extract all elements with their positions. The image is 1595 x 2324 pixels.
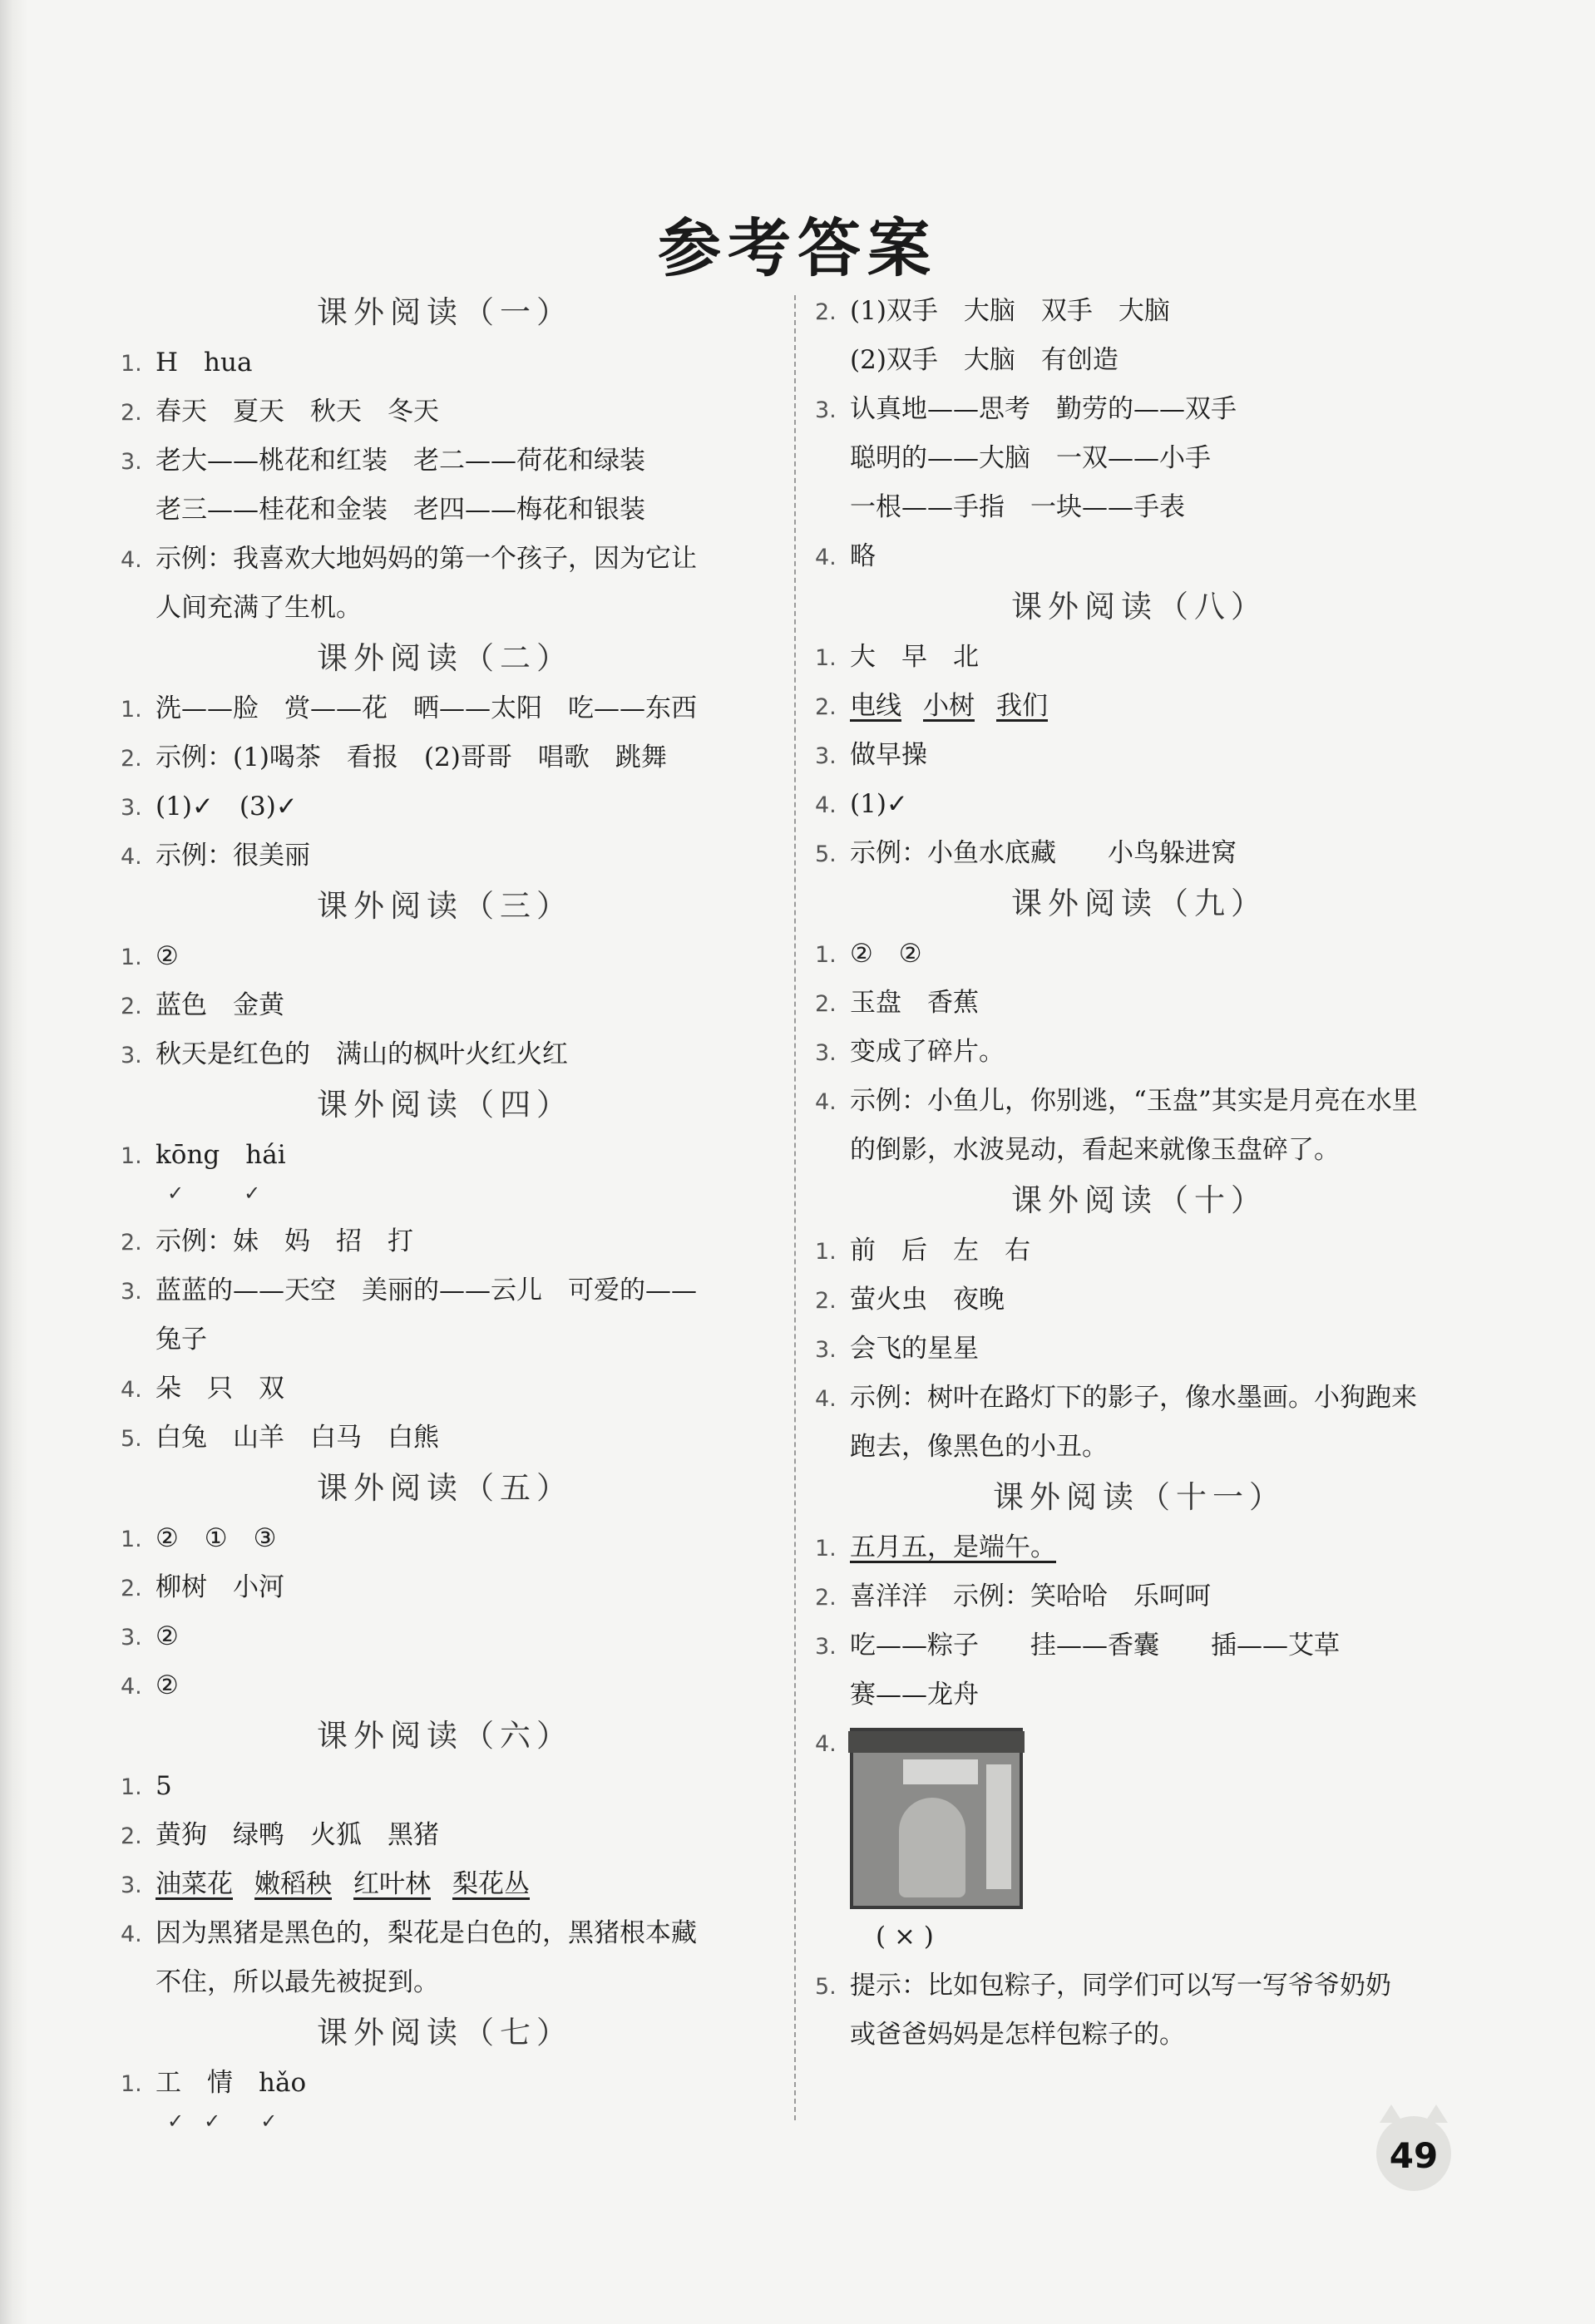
- item-number: 2.: [121, 400, 142, 426]
- answer-item: [121, 981, 769, 1030]
- answer-item: [121, 1364, 769, 1414]
- check-mark-icon: ✓ ✓ ✓: [167, 2109, 278, 2133]
- item-number: 3.: [121, 449, 142, 475]
- item-number: 1.: [815, 942, 837, 968]
- answer-text: 不住，所以最先被捉到。: [156, 1967, 439, 1997]
- answer-text: 工 情 hǎo: [156, 2068, 307, 2098]
- answer-item: [121, 831, 769, 881]
- illustration-sign: [903, 1759, 978, 1784]
- item-number: 2.: [815, 694, 837, 720]
- answer-text: 洗——脸 赏——花 晒——太阳 吃——东西: [156, 693, 697, 723]
- answer-item: [815, 287, 1464, 336]
- underlined-answer: 梨花丛: [452, 1869, 530, 1899]
- answer-text: 变成了碎片。: [850, 1037, 1005, 1067]
- answer-item: [815, 1275, 1464, 1325]
- answer-item: [815, 1423, 1464, 1472]
- answer-item: [121, 1414, 769, 1463]
- illustration-roof: [848, 1731, 1025, 1753]
- underlined-answer: 油菜花: [156, 1869, 233, 1899]
- answer-text: 因为黑猪是黑色的，梨花是白色的，黑猪根本藏: [156, 1918, 697, 1948]
- column-divider: [794, 295, 796, 2120]
- badge-ear-icon: [1425, 2104, 1448, 2123]
- item-number: 4.: [121, 1377, 142, 1403]
- answer-item: [815, 483, 1464, 532]
- item-number: 3.: [121, 1873, 142, 1898]
- item-number: 1.: [121, 351, 142, 377]
- item-number: 3.: [815, 1040, 837, 1066]
- item-number: 1.: [121, 1774, 142, 1800]
- answer-text: 白兔 山羊 白马 白熊: [156, 1423, 439, 1453]
- answer-text: 的倒影，水波晃动，看起来就像玉盘碎了。: [850, 1135, 1340, 1165]
- answer-text: 认真地——思考 勤劳的——双手: [850, 394, 1237, 424]
- answer-item: [121, 1315, 769, 1364]
- answer-item: [121, 486, 769, 535]
- item-number: 3.: [815, 743, 837, 769]
- section-heading: 课外阅读（十）: [1011, 1182, 1267, 1218]
- item-number: 4.: [121, 1674, 142, 1700]
- underlined-answer: 小树: [923, 691, 975, 721]
- answer-item: [121, 1030, 769, 1079]
- section-heading: 课外阅读（九）: [1011, 886, 1267, 921]
- answer-item: [121, 1811, 769, 1860]
- item-number: 3.: [815, 397, 837, 423]
- answer-text: 前 后 左 右: [850, 1236, 1030, 1266]
- answer-item: [815, 780, 1464, 829]
- answer-text: 做早操: [850, 740, 927, 770]
- answer-text: 聪明的——大脑 一双——小手: [850, 443, 1211, 473]
- answer-item: [121, 1661, 769, 1710]
- item-number: 3.: [815, 1337, 837, 1363]
- answer-item: [121, 1266, 769, 1315]
- item-number: 1.: [815, 645, 837, 671]
- answer-text: 一根——手指 一块——手表: [850, 492, 1185, 522]
- answer-item: [815, 1621, 1464, 1670]
- answer-item: [815, 336, 1464, 385]
- answer-item: [121, 584, 769, 633]
- check-mark-icon: ✓ ✓: [167, 1182, 261, 1205]
- item-number: 5.: [815, 1974, 837, 2000]
- answer-text: 赛——龙舟: [850, 1680, 979, 1710]
- item-number: 3.: [121, 1625, 142, 1650]
- answer-text: 示例：妹 妈 招 打: [156, 1226, 413, 1256]
- answer-text: 示例：很美丽: [156, 841, 310, 871]
- section-heading: 课外阅读（五）: [317, 1470, 573, 1506]
- item-number: 4.: [815, 1386, 837, 1412]
- answer-column-left: [121, 287, 769, 2133]
- answer-text: 提示：比如包粽子，同学们可以写一写爷爷奶奶: [850, 1971, 1391, 2001]
- answer-item: [815, 1226, 1464, 1275]
- section-heading: 课外阅读（六）: [317, 1718, 573, 1754]
- answer-item: [815, 385, 1464, 434]
- item-number: 2.: [121, 1230, 142, 1256]
- answer-text: 示例：小鱼水底藏 小鸟躲进窝: [850, 838, 1237, 868]
- answer-item: [121, 338, 769, 387]
- item-number: 3.: [121, 1043, 142, 1068]
- answer-text: 萤火虫 夜晚: [850, 1285, 1005, 1315]
- answer-item: [815, 1028, 1464, 1077]
- item-number: 5.: [815, 841, 837, 867]
- item-number: 2.: [121, 1576, 142, 1601]
- answer-item: [121, 2059, 769, 2133]
- answer-item: [121, 782, 769, 831]
- answer-item: [121, 932, 769, 981]
- answer-text: 黄狗 绿鸭 火狐 黑猪: [156, 1820, 439, 1850]
- answer-item: [121, 1612, 769, 1661]
- underlined-answer: 五月五，是端午。: [850, 1532, 1056, 1562]
- answer-item: [815, 682, 1464, 731]
- answer-text: 示例：我喜欢大地妈妈的第一个孩子，因为它让: [156, 544, 697, 574]
- answer-text: 老大——桃花和红装 老二——荷花和绿装: [156, 446, 645, 476]
- illustration-side-banner: [986, 1764, 1011, 1889]
- answer-text: 春天 夏天 秋天 冬天: [156, 397, 439, 427]
- answer-text: H hua: [156, 348, 253, 377]
- section-heading: 课外阅读（四）: [317, 1087, 573, 1123]
- section-heading: 课外阅读（七）: [317, 2015, 573, 2050]
- answer-item: [121, 733, 769, 782]
- answer-text: ( × ): [850, 1922, 934, 1951]
- answer-text: 跑去，像黑色的小丑。: [850, 1432, 1108, 1462]
- item-number: 4.: [815, 1731, 837, 1757]
- answer-text: 示例：(1)喝茶 看报 (2)哥哥 唱歌 跳舞: [156, 743, 667, 772]
- page-binding-edge: [0, 0, 28, 2324]
- underlined-answer: 红叶林: [353, 1869, 431, 1899]
- answer-item: [815, 731, 1464, 780]
- answer-item: [815, 1077, 1464, 1126]
- underlined-answer: 我们: [996, 691, 1048, 721]
- answer-text: 或爸爸妈妈是怎样包粽子的。: [850, 2020, 1185, 2050]
- answer-text: 老三——桂花和金装 老四——梅花和银装: [156, 495, 645, 525]
- answer-item: [815, 633, 1464, 682]
- page-title: 参考答案: [658, 211, 937, 285]
- item-number: 2.: [815, 1585, 837, 1611]
- answer-item: [121, 684, 769, 733]
- item-number: 2.: [815, 991, 837, 1017]
- item-number: 2.: [121, 746, 142, 772]
- item-number: 3.: [121, 795, 142, 821]
- section-heading: 课外阅读（三）: [317, 888, 573, 924]
- answer-text: (1)✓: [850, 789, 908, 819]
- answer-item: [815, 1720, 1464, 1912]
- answer-text: (2)双手 大脑 有创造: [850, 345, 1118, 375]
- answer-text: 示例：小鱼儿，你别逃，“玉盘”其实是月亮在水里: [850, 1086, 1418, 1116]
- answer-item: [815, 1912, 1464, 1961]
- answer-item: [121, 387, 769, 437]
- answer-text: 蓝色 金黄: [156, 990, 284, 1020]
- answer-item: [815, 930, 1464, 979]
- item-number: 4.: [121, 844, 142, 870]
- answer-text: 5: [156, 1771, 172, 1801]
- answer-text: 会飞的星星: [850, 1334, 979, 1364]
- answer-text: 柳树 小河: [156, 1572, 284, 1602]
- answer-item: [815, 1126, 1464, 1175]
- answer-text: 人间充满了生机。: [156, 593, 362, 623]
- item-number: 5.: [121, 1426, 142, 1452]
- section-heading: 课外阅读（八）: [1011, 589, 1267, 624]
- answer-item: [121, 1860, 769, 1909]
- answer-item: [121, 535, 769, 584]
- answer-item: [815, 2011, 1464, 2060]
- item-number: 1.: [121, 1527, 142, 1552]
- answer-text: 略: [850, 541, 876, 571]
- answer-text: ② ②: [850, 939, 922, 969]
- item-number: 2.: [815, 1288, 837, 1314]
- answer-text: 喜洋洋 示例：笑哈哈 乐呵呵: [850, 1581, 1211, 1611]
- item-number: 3.: [815, 1634, 837, 1660]
- item-number: 1.: [815, 1536, 837, 1562]
- item-number: 4.: [121, 547, 142, 573]
- answer-text: (1)双手 大脑 双手 大脑: [850, 296, 1170, 326]
- answer-item: [121, 1514, 769, 1563]
- answer-item: [815, 1670, 1464, 1720]
- answer-item: [815, 1523, 1464, 1572]
- underlined-answer: 电线: [850, 691, 901, 721]
- item-number: 4.: [121, 1922, 142, 1947]
- item-number: 2.: [121, 994, 142, 1019]
- answer-item: [815, 979, 1464, 1028]
- answer-item: [815, 532, 1464, 581]
- item-number: 2.: [815, 299, 837, 325]
- answer-text: 玉盘 香蕉: [850, 988, 979, 1018]
- answer-item: [121, 1131, 769, 1205]
- answer-text: 示例：树叶在路灯下的影子，像水墨画。小狗跑来: [850, 1383, 1417, 1413]
- item-number: 4.: [815, 792, 837, 818]
- answer-item: [121, 1217, 769, 1266]
- answer-text: 大 早 北: [850, 642, 979, 672]
- answer-text: (1)✓ (3)✓: [156, 792, 298, 822]
- illustration-figure: [899, 1798, 965, 1897]
- answer-text: ②: [156, 1670, 179, 1700]
- section-heading: 课外阅读（二）: [317, 640, 573, 676]
- answer-item: [815, 1572, 1464, 1621]
- item-number: 1.: [121, 945, 142, 970]
- underlined-answer: 嫩稻秧: [254, 1869, 332, 1899]
- item-number: 3.: [121, 1279, 142, 1305]
- answer-item: [121, 1762, 769, 1811]
- answer-text: 兔子: [156, 1325, 207, 1354]
- answer-text: ②: [156, 941, 179, 971]
- page-number-badge: [1376, 2116, 1451, 2191]
- section-heading: 课外阅读（十一）: [993, 1479, 1286, 1515]
- answer-item: [121, 1958, 769, 2007]
- answer-item: [121, 437, 769, 486]
- answer-item: [815, 1961, 1464, 2011]
- item-number: 4.: [815, 1089, 837, 1115]
- badge-ear-icon: [1380, 2104, 1403, 2123]
- answer-column-right: [815, 287, 1464, 2060]
- item-number: 1.: [121, 697, 142, 723]
- answer-item: [815, 434, 1464, 483]
- answer-item: [121, 1563, 769, 1612]
- item-number: 1.: [121, 2071, 142, 2097]
- answer-item: [815, 829, 1464, 878]
- page-number: 49: [1389, 2135, 1439, 2176]
- section-heading: 课外阅读（一）: [317, 294, 573, 330]
- answer-text: 吃——粽子 挂——香囊 插——艾草: [850, 1631, 1340, 1660]
- line-spacer: [121, 1180, 769, 1217]
- item-number: 4.: [815, 545, 837, 570]
- answer-text: 朵 只 双: [156, 1374, 284, 1404]
- answer-text: kōng hái: [156, 1140, 286, 1170]
- answer-item: [815, 1325, 1464, 1374]
- illustration-frame: [850, 1728, 1023, 1909]
- item-number: 1.: [815, 1239, 837, 1265]
- answer-item: [121, 1909, 769, 1958]
- item-number: 1.: [121, 1143, 142, 1169]
- item-number: 2.: [121, 1823, 142, 1849]
- answer-text: ② ① ③: [156, 1523, 277, 1553]
- answer-item: [815, 1374, 1464, 1423]
- answer-text: ②: [156, 1621, 179, 1651]
- answer-text: 秋天是红色的 满山的枫叶火红火红: [156, 1039, 568, 1069]
- answer-text: 蓝蓝的——天空 美丽的——云儿 可爱的——: [156, 1275, 697, 1305]
